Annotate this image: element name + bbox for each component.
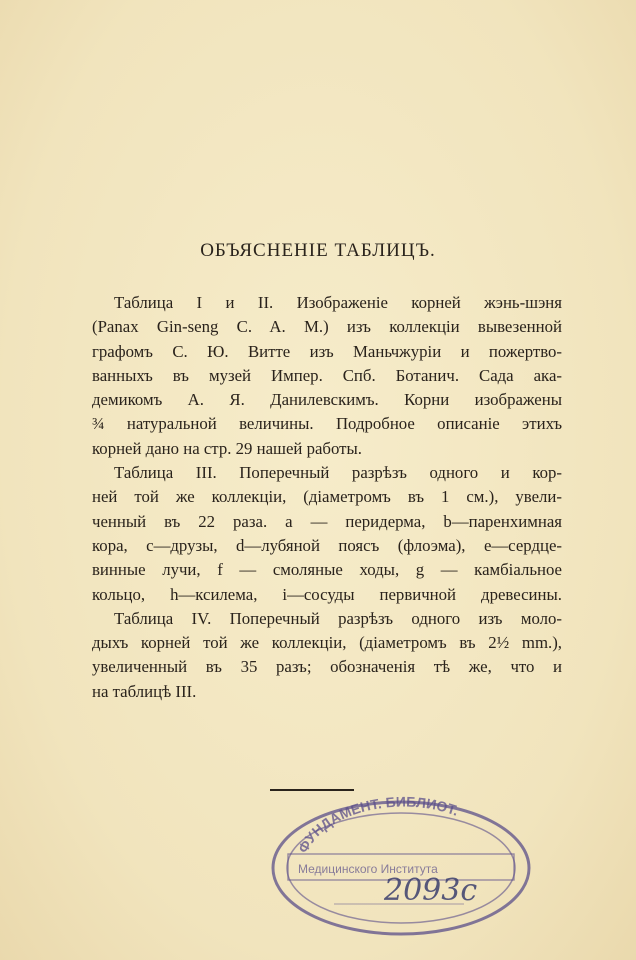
text-line: дыхъ корней той же коллекціи, (діаметромъ въ 2½ mm.),	[92, 633, 562, 653]
text-line: на таблицѣ III.	[92, 681, 197, 701]
paragraph-3	[92, 607, 562, 704]
explanation-text	[92, 291, 562, 704]
page-title: ОБЪЯСНЕНІЕ ТАБЛИЦЪ.	[200, 240, 436, 261]
text-line: кора, c—друзы, d—лубяной поясъ (флоэма), e—сердце-	[92, 535, 562, 555]
stamp-top-text: ФУНДАМЕНТ. БИБЛИОТ.	[294, 793, 461, 856]
library-stamp	[264, 788, 534, 938]
text-line: демикомъ А. Я. Данилевскимъ. Корни изображены	[92, 390, 562, 410]
text-line: Таблица I и II. Изображеніе корней жэнь-шэня	[114, 293, 562, 312]
text-line: ченный въ 22 раза. a — перидерма, b—паренхимная	[92, 511, 562, 531]
text-line: увеличенный въ 35 разъ; обозначенія тѣ же, что и	[92, 657, 562, 677]
text-line: ней той же коллекціи, (діаметромъ въ 1 см.), увели-	[92, 487, 562, 507]
text-line: графомъ С. Ю. Витте изъ Маньчжуріи и пожертво-	[92, 341, 562, 361]
text-line: Таблица III. Поперечный разрѣзъ одного и кор-	[114, 463, 562, 483]
text-line: Таблица IV. Поперечный разрѣзъ одного изъ моло-	[114, 608, 562, 628]
text-line: ванныхъ въ музей Импер. Спб. Ботанич. Сада ака-	[92, 365, 562, 385]
text-line: корней дано на стр. 29 нашей работы.	[92, 438, 362, 458]
stamp-mid-text: Медицинского Института	[298, 862, 438, 876]
paragraph-1	[92, 291, 562, 461]
text-line: кольцо, h—ксилема, i—сосуды первичной древесины.	[92, 584, 562, 604]
text-line: винные лучи, f — смоляные ходы, g — камбіальное	[92, 560, 562, 580]
paragraph-2	[92, 461, 562, 607]
stamp-number: 2093с	[384, 873, 478, 908]
text-line: (Panax Gin-seng C. A. M.) изъ коллекціи вывезенной	[92, 317, 562, 337]
text-line: ¾ натуральной величины. Подробное описаніе этихъ	[92, 414, 562, 434]
